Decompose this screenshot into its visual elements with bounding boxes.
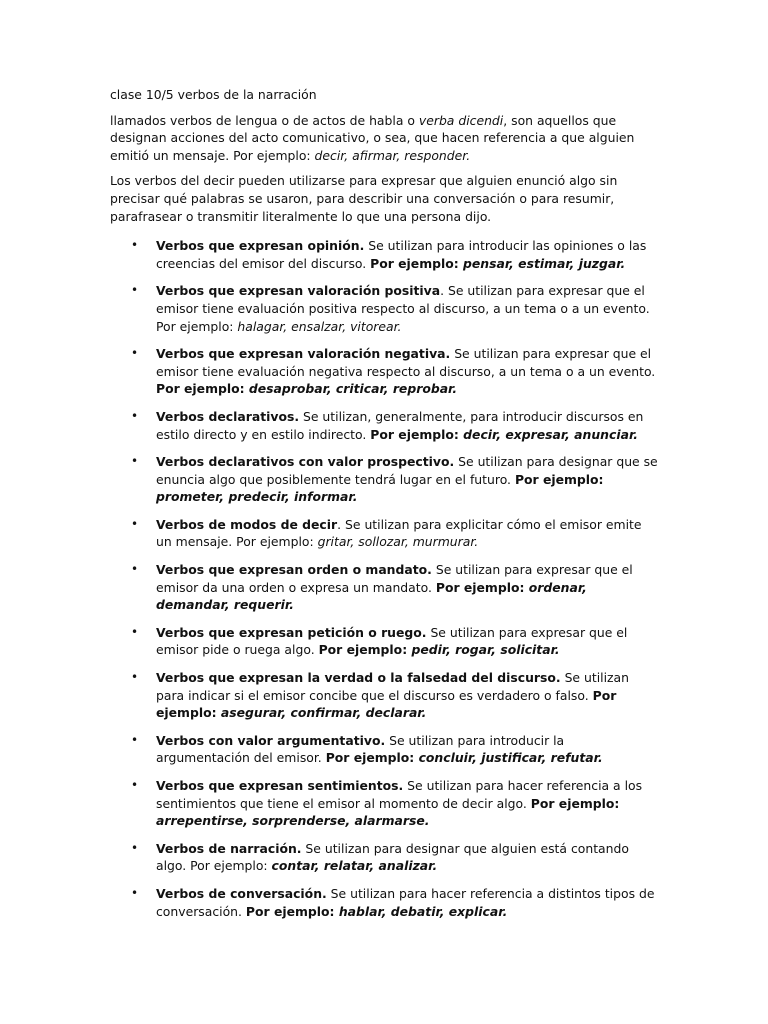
list-item bbox=[110, 345, 658, 398]
item-examples: pensar, estimar, juzgar. bbox=[463, 255, 626, 271]
list-item bbox=[110, 282, 658, 335]
bullet-icon: • bbox=[131, 454, 139, 469]
intro-text: , son aquellos que designan acciones del acto comunicativo, o sea, que hacen referencia a que alguien emitió un mensaje. Por ejemplo: bbox=[110, 112, 635, 163]
item-description: Se utilizan para indicar si el emisor concibe que el discurso es verdadero o falso. bbox=[156, 670, 629, 703]
bullet-icon: • bbox=[131, 624, 139, 639]
bullet-icon: • bbox=[131, 885, 139, 900]
item-term: Verbos de narración. bbox=[156, 840, 302, 856]
item-description: . Se utilizan para explicitar cómo el emisor emite un mensaje. Por ejemplo: bbox=[156, 516, 642, 550]
list-item bbox=[110, 732, 658, 767]
intro-examples: decir, afirmar, responder. bbox=[314, 147, 471, 163]
item-example-label: Por ejemplo: bbox=[435, 579, 529, 595]
list-item bbox=[110, 408, 658, 443]
item-examples: ordenar, demandar, requerir. bbox=[156, 579, 587, 613]
intro-paragraph-1 bbox=[110, 112, 658, 165]
item-term: Verbos que expresan opinión. bbox=[156, 238, 365, 254]
item-example-label: Por ejemplo: bbox=[370, 426, 464, 442]
item-examples: contar, relatar, analizar. bbox=[271, 858, 438, 874]
item-term: Verbos de modos de decir bbox=[156, 516, 338, 532]
item-example-label: Por ejemplo: bbox=[325, 750, 419, 766]
item-examples: concluir, justificar, refutar. bbox=[418, 750, 603, 766]
item-description: Se utilizan para designar que alguien está contando algo. Por ejemplo: bbox=[156, 840, 629, 874]
item-description: Se utilizan para designar que se enuncia algo que posiblemente tendrá lugar en el futuro. bbox=[156, 454, 658, 487]
list-item bbox=[110, 669, 658, 722]
item-examples: pedir, rogar, solicitar. bbox=[411, 642, 560, 658]
bullet-icon: • bbox=[131, 778, 139, 792]
item-term: Verbos que expresan la verdad o la falsedad del discurso. bbox=[156, 670, 561, 686]
item-examples: gritar, sollozar, murmurar. bbox=[317, 534, 479, 550]
item-examples: desaprobar, criticar, reprobar. bbox=[248, 381, 458, 397]
item-term: Verbos que expresan valoración negativa. bbox=[156, 346, 451, 362]
document-body bbox=[110, 86, 658, 930]
bullet-icon: • bbox=[131, 408, 139, 423]
list-item bbox=[110, 237, 658, 272]
item-description: Se utilizan para introducir la argumentación del emisor. bbox=[156, 732, 565, 766]
item-term: Verbos declarativos. bbox=[156, 408, 300, 424]
intro-term: verba dicendi bbox=[418, 112, 504, 128]
item-examples: hablar, debatir, explicar. bbox=[338, 903, 508, 919]
item-description: Se utilizan para hacer referencia a los sentimientos que tiene el emisor al momento de decir algo. bbox=[156, 778, 643, 811]
item-example-label: Por ejemplo: bbox=[245, 903, 339, 919]
document-title: clase 10/5 verbos de la narración bbox=[110, 87, 317, 102]
item-term: Verbos declarativos con valor prospectivo. bbox=[156, 454, 455, 470]
item-term: Verbos con valor argumentativo. bbox=[156, 732, 386, 748]
bullet-icon: • bbox=[131, 238, 139, 253]
item-term: Verbos que expresan valoración positiva bbox=[156, 283, 441, 299]
item-term: Verbos que expresan sentimientos. bbox=[156, 778, 404, 793]
item-description: Se utilizan para introducir las opiniones o las creencias del emisor del discurso. bbox=[156, 238, 647, 271]
item-example-label: Por ejemplo: bbox=[156, 381, 249, 397]
item-examples: decir, expresar, anunciar. bbox=[463, 426, 638, 442]
list-item bbox=[110, 840, 658, 875]
item-description: Se utilizan para hacer referencia a distintos tipos de conversación. bbox=[156, 885, 655, 919]
bullet-icon: • bbox=[131, 562, 139, 577]
item-example-label: Por ejemplo: bbox=[370, 255, 464, 271]
item-examples: asegurar, confirmar, declarar. bbox=[220, 705, 427, 721]
item-description: Se utilizan para expresar que el emisor tiene evaluación negativa respecto al discurso, a un tema o a un evento. bbox=[156, 346, 656, 379]
list-item bbox=[110, 561, 658, 614]
bullet-icon: • bbox=[131, 516, 139, 531]
item-example-label: Por ejemplo: bbox=[514, 471, 604, 487]
item-term: Verbos de conversación. bbox=[156, 885, 327, 901]
item-term: Verbos que expresan orden o mandato. bbox=[156, 562, 432, 578]
item-description: Se utilizan, generalmente, para introducir discursos en estilo directo y en estilo indirecto. bbox=[156, 408, 644, 442]
item-description: . Se utilizan para expresar que el emisor tiene evaluación positiva respecto al discurso, a un tema o a un evento. Por ejemplo: bbox=[156, 283, 650, 334]
list-item bbox=[110, 777, 658, 830]
item-description: Se utilizan para expresar que el emisor da una orden o expresa un mandato. bbox=[156, 562, 633, 595]
bullet-icon: • bbox=[131, 840, 139, 855]
bullet-icon: • bbox=[131, 732, 139, 747]
bullet-icon: • bbox=[131, 670, 139, 685]
item-examples: prometer, predecir, informar. bbox=[156, 489, 358, 505]
item-example-label: Por ejemplo: bbox=[318, 642, 412, 658]
bullet-icon: • bbox=[131, 283, 139, 298]
bullet-icon: • bbox=[131, 346, 139, 361]
intro-paragraph-2: Los verbos del decir pueden utilizarse para expresar que alguien enunció algo sin precisar qué palabras se usaron, para describir una conversación o para resumir, parafrasear o transmitir literalmente lo que una persona dijo. bbox=[110, 173, 618, 224]
verb-type-list bbox=[110, 237, 658, 920]
item-examples: arrepentirse, sorprenderse, alarmarse. bbox=[156, 813, 430, 829]
item-example-label: Por ejemplo: bbox=[156, 687, 617, 721]
item-example-label: Por ejemplo: bbox=[530, 795, 620, 811]
list-item bbox=[110, 516, 658, 551]
item-description: Se utilizan para expresar que el emisor pide o ruega algo. bbox=[156, 624, 628, 658]
item-term: Verbos que expresan petición o ruego. bbox=[156, 624, 427, 640]
item-examples: halagar, ensalzar, vitorear. bbox=[237, 318, 402, 334]
intro-text: llamados verbos de lengua o de actos de habla o bbox=[110, 112, 419, 128]
list-item bbox=[110, 624, 658, 659]
list-item bbox=[110, 885, 658, 920]
list-item bbox=[110, 453, 658, 506]
